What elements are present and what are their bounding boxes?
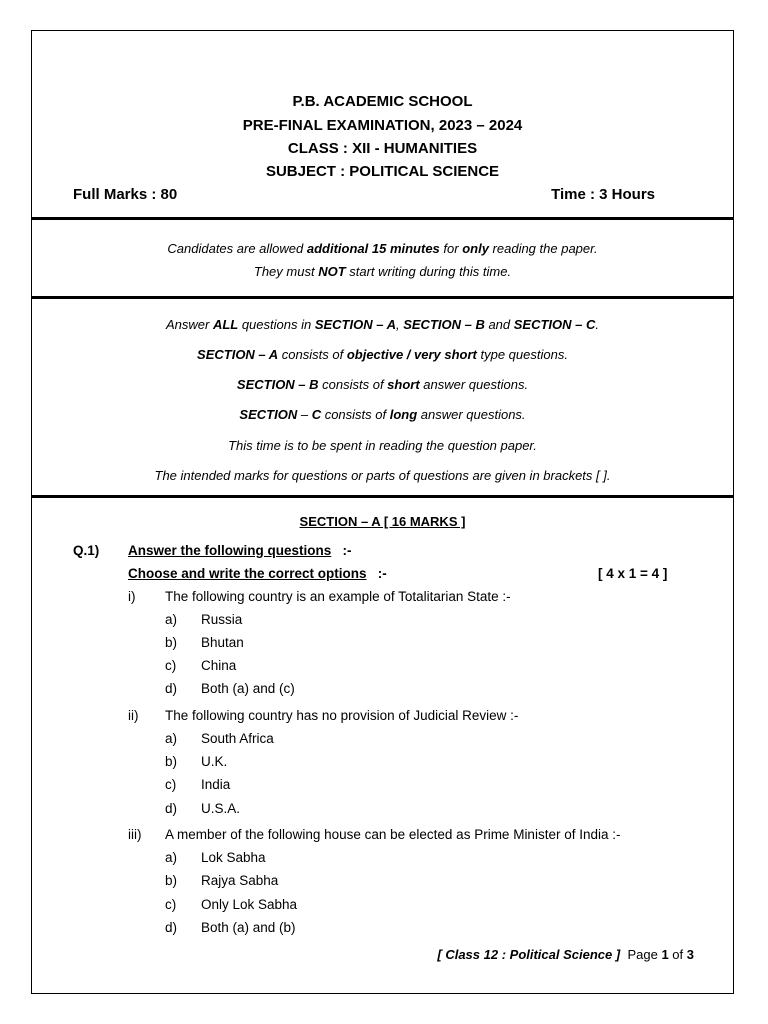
option-label: a) [165,850,178,865]
question-instruction: Choose and write the correct options :- [128,566,387,581]
option-text: U.K. [201,754,228,769]
instruction-line-5: This time is to be spent in reading the question paper. [228,438,537,453]
option-label: c) [165,777,177,792]
school-name: P.B. ACADEMIC SCHOOL [292,93,473,110]
option-label: c) [165,897,177,912]
mcq-number: ii) [128,708,139,723]
option-label: b) [165,635,178,650]
instruction-line-3: SECTION – B consists of short answer questions. [236,377,529,392]
question-number: Q.1) [73,543,100,558]
option-label: b) [165,754,178,769]
mcq-number: iii) [128,827,142,842]
option-text: Both (a) and (c) [201,681,295,696]
option-text: India [201,777,231,792]
option-label: a) [165,731,178,746]
class-line: CLASS : XII - HUMANITIES [287,140,478,157]
option-label: a) [165,612,178,627]
option-text: Bhutan [201,635,244,650]
mcq-text: The following country has no provision of Judicial Review :- [165,708,519,723]
section-a-title: SECTION – A [ 16 MARKS ] [299,514,466,529]
option-label: c) [165,658,177,673]
option-label: b) [165,873,178,888]
exam-page [31,30,734,994]
option-text: U.S.A. [201,801,241,816]
exam-title: PRE-FINAL EXAMINATION, 2023 – 2024 [242,117,523,134]
reading-note-line-1: Candidates are allowed additional 15 minutes for only reading the paper. [167,241,598,256]
instruction-line-2: SECTION – A consists of objective / very short type questions. [197,347,568,362]
reading-note-line-2: They must NOT start writing during this time. [253,264,512,279]
page-footer: [ Class 12 : Political Science ] Page 1 of 3 [437,947,694,962]
option-text: China [201,658,237,673]
subject-line: SUBJECT : POLITICAL SCIENCE [265,163,500,180]
time-allowed: Time : 3 Hours [551,186,655,203]
question-heading: Answer the following questions :- [128,543,352,558]
instruction-line-1: Answer ALL questions in SECTION – A, SECTION – B and SECTION – C. [165,317,600,332]
full-marks: Full Marks : 80 [73,186,178,203]
divider [32,495,733,498]
instruction-line-6: The intended marks for questions or parts of questions are given in brackets [ ]. [154,468,611,483]
option-text: Rajya Sabha [201,873,279,888]
question-marks: [ 4 x 1 = 4 ] [598,566,668,581]
option-label: d) [165,681,178,696]
option-text: Russia [201,612,243,627]
mcq-text: The following country is an example of Totalitarian State :- [165,589,511,604]
mcq-number: i) [128,589,136,604]
option-text: South Africa [201,731,274,746]
divider [32,217,733,220]
option-text: Lok Sabha [201,850,266,865]
option-text: Only Lok Sabha [201,897,298,912]
divider [32,296,733,299]
option-text: Both (a) and (b) [201,920,296,935]
mcq-text: A member of the following house can be elected as Prime Minister of India :- [165,827,621,842]
option-label: d) [165,801,178,816]
option-label: d) [165,920,178,935]
instruction-line-4: SECTION – C consists of long answer questions. [239,407,526,422]
